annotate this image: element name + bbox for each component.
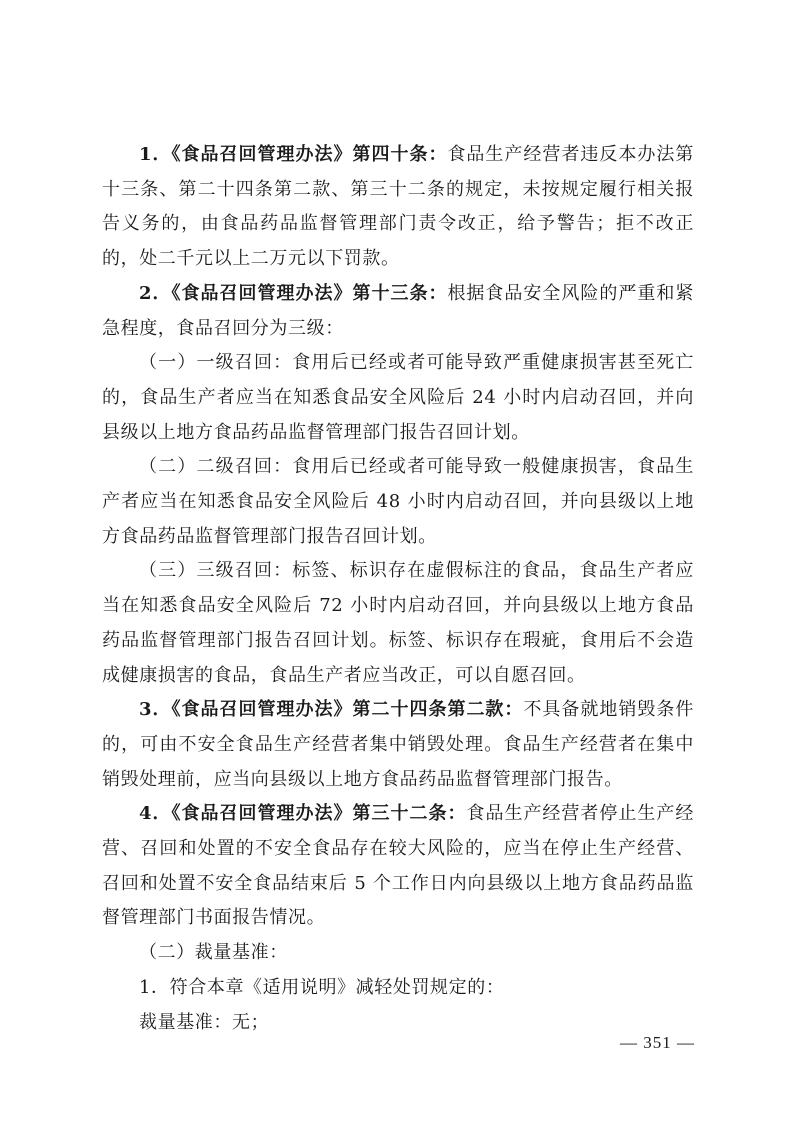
document-body xyxy=(102,138,694,1040)
article-text: 不具备就地销毁条件的，可由不安全食品生产经营者集中销毁处理。食品生产经营者在集中销毁处理前，应当向县级以上地方食品药品监督管理部门报告。 xyxy=(102,699,695,790)
paragraph-level-1-recall xyxy=(102,346,694,450)
paragraph-article-32 xyxy=(102,797,694,936)
paragraph-text: 裁量基准：无； xyxy=(139,1011,270,1033)
article-heading: 1．《食品召回管理办法》第四十条： xyxy=(139,144,448,165)
article-heading: 2．《食品召回管理办法》第十三条： xyxy=(139,282,448,304)
paragraph-text: 1．符合本章《适用说明》减轻处罚规定的： xyxy=(139,976,505,998)
article-text: 根据食品安全风险的严重和紧急程度，食品召回分为三级： xyxy=(102,282,694,339)
paragraph-level-3-recall xyxy=(102,554,694,693)
article-text: 食品生产经营者违反本办法第十三条、第二十四条第二款、第三十二条的规定，未按规定履行相关报告义务的，由食品药品监督管理部门责令改正，给予警告；拒不改正的，处二千元以上二万元以下罚款。 xyxy=(102,144,694,270)
article-heading: 4．《食品召回管理办法》第三十二条： xyxy=(139,803,467,825)
paragraph-text: （一）一级召回：食用后已经或者可能导致严重健康损害甚至死亡的，食品生产者应当在知悉食品安全风险后 24 小时内启动召回，并向县级以上地方食品药品监督管理部门报告召回计划。 xyxy=(102,352,694,443)
paragraph-mitigation-rule xyxy=(102,971,694,1006)
article-text: 食品生产经营者停止生产经营、召回和处置的不安全食品存在较大风险的，应当在停止生产经营、召回和处置不安全食品结束后 5 个工作日内向县级以上地方食品药品监督管理部门书面报告情况。 xyxy=(102,803,695,929)
paragraph-article-24-clause-2 xyxy=(102,693,694,797)
paragraph-text: （二）裁量基准： xyxy=(139,942,288,964)
article-heading: 3．《食品召回管理办法》第二十四条第二款： xyxy=(139,699,524,721)
paragraph-text: （二）二级召回：食用后已经或者可能导致一般健康损害，食品生产者应当在知悉食品安全风险后 48 小时内启动召回，并向县级以上地方食品药品监督管理部门报告召回计划。 xyxy=(102,456,694,547)
section-heading-discretion-standard xyxy=(102,936,694,971)
paragraph-article-13 xyxy=(102,277,694,346)
paragraph-discretion-none xyxy=(102,1006,694,1041)
page-number: — 351 — xyxy=(620,1033,695,1052)
paragraph-text: （三）三级召回：标签、标识存在虚假标注的食品，食品生产者应当在知悉食品安全风险后 72 小时内启动召回，并向县级以上地方食品药品监督管理部门报告召回计划。标签、标识存在瑕疵，食用后不会造成健康损害的食品，食品生产者应当改正，可以自愿召回。 xyxy=(102,560,694,686)
paragraph-article-40 xyxy=(102,138,694,277)
paragraph-level-2-recall xyxy=(102,450,694,554)
